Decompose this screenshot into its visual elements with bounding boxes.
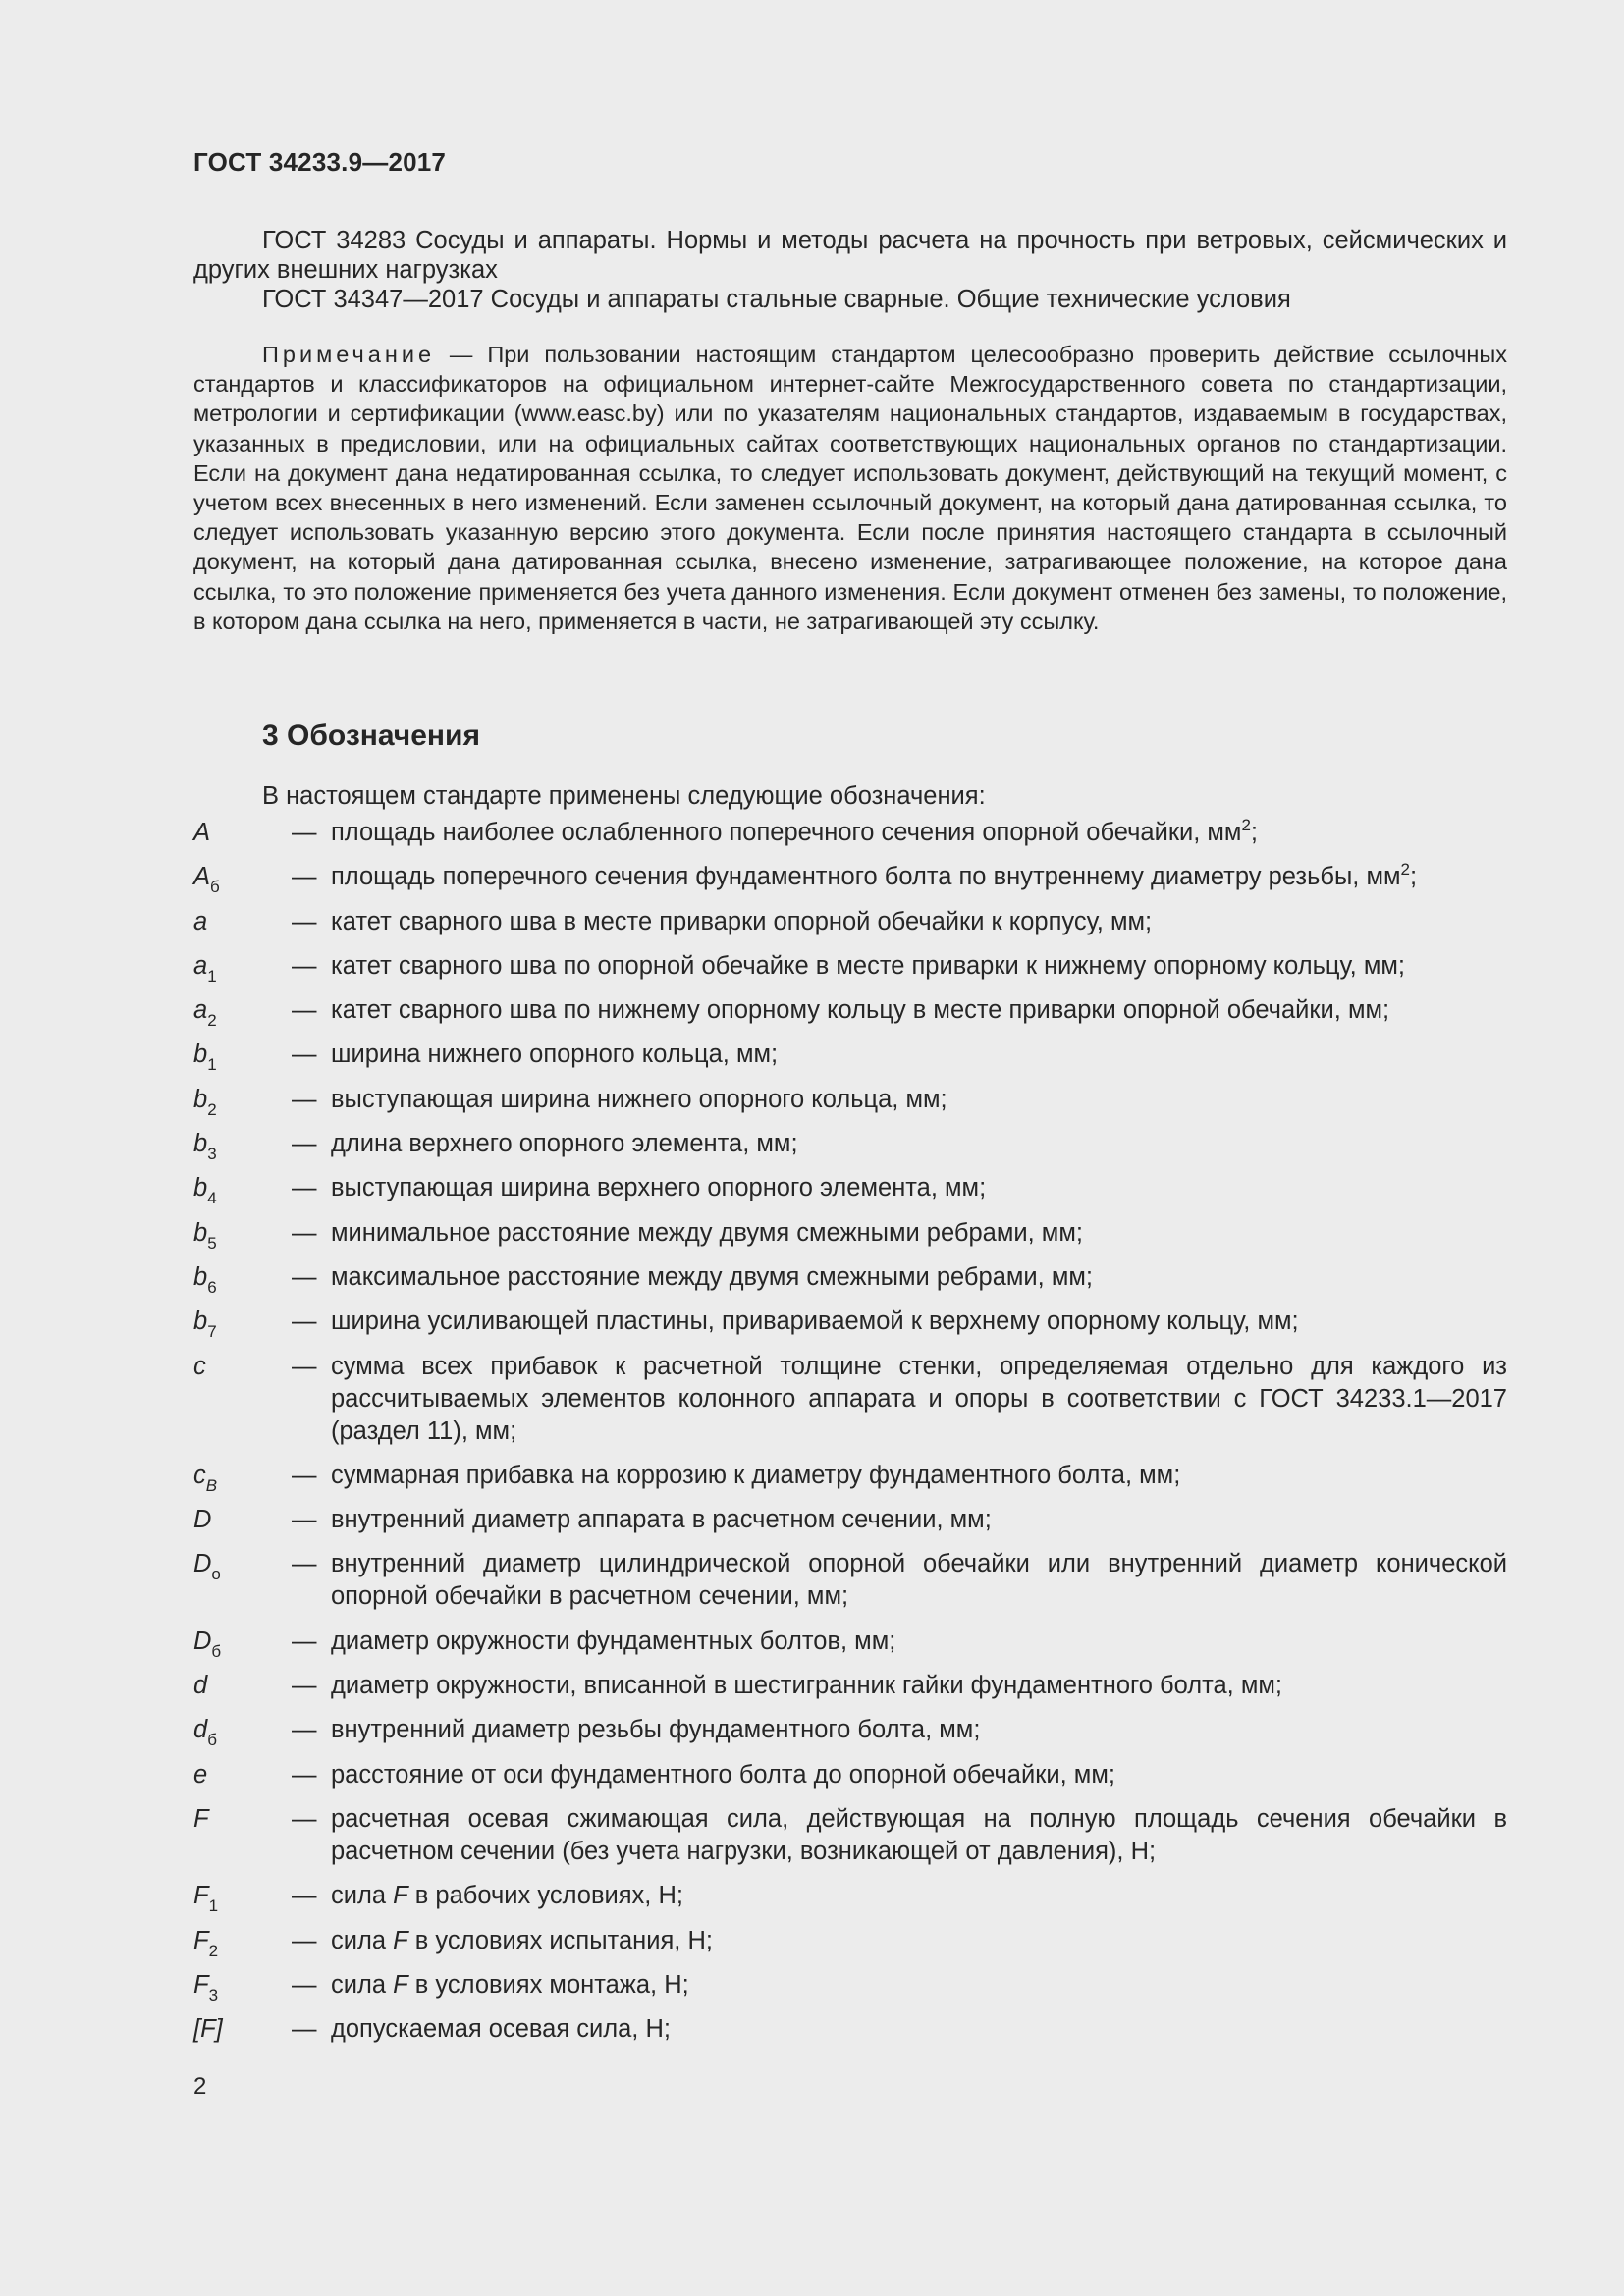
dash: —: [292, 1130, 317, 1158]
symbol: $F_3$: [193, 1970, 219, 2004]
definition-row: [193, 1670, 1507, 1702]
symbol: $d_б$: [193, 1716, 217, 1750]
definition-text: расчетная осевая сжимающая сила, действующая на полную площадь сечения обечайки в расчетном сечении (без учета нагрузки, возникающей от давления), Н;: [331, 1804, 1507, 1865]
section-title: 3 Обозначения: [262, 720, 480, 752]
symbol: $b_2$: [193, 1085, 217, 1119]
definitions-list: [193, 817, 1507, 2057]
dash: —: [292, 1804, 317, 1833]
definition-row: [193, 817, 1507, 849]
definition-text: длина верхнего опорного элемента, мм;: [331, 1130, 798, 1158]
definition-row: [193, 1714, 1507, 1750]
reference-item: ГОСТ 34347—2017 Сосуды и аппараты стальные сварные. Общие технические условия: [262, 286, 1291, 313]
definition-text: катет сварного шва по опорной обечайке в месте приварки к нижнему опорному кольцу, мм;: [331, 951, 1405, 980]
section-intro: В настоящем стандарте применены следующие обозначения:: [262, 782, 986, 810]
dash: —: [292, 996, 317, 1025]
definition-text: сила F в рабочих условиях, Н;: [331, 1882, 683, 1910]
definition-row: [193, 1803, 1507, 1868]
document-code-header: ГОСТ 34233.9—2017: [193, 147, 447, 177]
definition-row: [193, 1759, 1507, 1791]
definition-text: внутренний диаметр цилиндрической опорной обечайки или внутренний диаметр конической опорной обечайки в расчетном сечении, мм;: [331, 1550, 1507, 1611]
dash: —: [292, 1627, 317, 1655]
definition-row: [193, 906, 1507, 938]
definition-row: [193, 1039, 1507, 1075]
dash: —: [292, 819, 317, 846]
symbol: $b_1$: [193, 1041, 217, 1075]
definition-row: [193, 1261, 1507, 1297]
dash: —: [292, 1085, 317, 1113]
symbol: $b_4$: [193, 1174, 217, 1208]
definition-text: площадь наиболее ослабленного поперечного сечения опорной обечайки, $мм^2$;: [331, 816, 1259, 846]
page-number: 2: [193, 2073, 207, 2100]
dash: —: [292, 1760, 317, 1789]
dash: —: [292, 1218, 317, 1247]
definition-row: [193, 994, 1507, 1031]
definition-text: допускаемая осевая сила, Н;: [331, 2015, 671, 2044]
symbol: $A_б$: [193, 863, 220, 897]
dash: —: [292, 1672, 317, 1700]
note-paragraph: [193, 340, 1507, 636]
dash: —: [292, 1970, 317, 1999]
symbol: $b_7$: [193, 1308, 217, 1342]
definition-text: внутренний диаметр резьбы фундаментного болта, мм;: [331, 1716, 981, 1744]
definition-text: площадь поперечного сечения фундаментного болта по внутреннему диаметру резьбы, $мм^2$;: [331, 860, 1418, 891]
symbol: c: [193, 1352, 206, 1380]
symbol: $b_5$: [193, 1218, 217, 1253]
definition-row: [193, 1460, 1507, 1495]
definition-text: суммарная прибавка на коррозию к диаметру фундаментного болта, мм;: [331, 1461, 1181, 1489]
definition-text: сила F в условиях испытания, Н;: [331, 1926, 713, 1954]
symbol: A: [193, 819, 211, 846]
dash: —: [292, 1041, 317, 1069]
definition-row: [193, 1548, 1507, 1613]
symbol: $F_2$: [193, 1926, 219, 1960]
dash: —: [292, 1550, 317, 1578]
symbol: D: [193, 1506, 212, 1534]
dash: —: [292, 863, 317, 891]
note-text: — При пользовании настоящим стандартом целесообразно проверить действие ссылочных стандартов и классификаторов на официальном интернет-сайте Межгосударственного совета по стандартизации, метрологии и сертификации (www.easc.by) или по указателям национальных стандартов, издаваемым в государствах, указанных в предисловии, или на официальных сайтах соответствующих национальных органов по стандартизации. Если на документ дана недатированная ссылка, то следует использовать документ, действующий на текущий момент, с учетом всех внесенных в него изменений. Если заменен ссылочный документ, на который дана датированная ссылка, то следует использовать указанную версию этого документа. Если после принятия настоящего стандарта в ссылочный документ, на который дана датированная ссылка, внесено изменение, затрагивающее положение, на которое дана ссылка, то это положение применяется без учета данного изменения. Если документ отменен без замены, то положение, в котором дана ссылка на него, применяется в части, не затрагивающей эту ссылку.: [193, 342, 1507, 634]
dash: —: [292, 1352, 317, 1380]
symbol: F: [193, 1804, 209, 1833]
symbol: $F_1$: [193, 1882, 219, 1916]
note-label: Примечание: [262, 342, 436, 367]
dash: —: [292, 1716, 317, 1744]
dash: —: [292, 907, 317, 935]
reference-item: ГОСТ 34283 Сосуды и аппараты. Нормы и методы расчета на прочность при ветровых, сейсмических и других внешних нагрузках: [193, 227, 1507, 284]
definition-text: максимальное расстояние между двумя смежными ребрами, мм;: [331, 1262, 1093, 1291]
dash: —: [292, 1262, 317, 1291]
definition-text: катет сварного шва в месте приварки опорной обечайки к корпусу, мм;: [331, 907, 1153, 935]
definition-text: расстояние от оси фундаментного болта до опорной обечайки, мм;: [331, 1760, 1115, 1789]
definition-row: [193, 1969, 1507, 2002]
definition-row: [193, 1172, 1507, 1208]
symbol: $c_B$: [193, 1461, 218, 1495]
dash: —: [292, 2015, 317, 2044]
symbol: $D_б$: [193, 1627, 222, 1661]
definition-text: катет сварного шва по нижнему опорному кольцу в месте приварки опорной обечайки, мм;: [331, 996, 1390, 1025]
definition-text: минимальное расстояние между двумя смежными ребрами, мм;: [331, 1218, 1083, 1247]
definition-row: [193, 1128, 1507, 1164]
definition-text: диаметр окружности, вписанной в шестигранник гайки фундаментного болта, мм;: [331, 1672, 1282, 1700]
symbol: $a_1$: [193, 951, 217, 986]
definition-row: [193, 1925, 1507, 1960]
definition-text: выступающая ширина нижнего опорного кольца, мм;: [331, 1085, 947, 1113]
dash: —: [292, 1926, 317, 1954]
dash: —: [292, 1174, 317, 1202]
dash: —: [292, 951, 317, 980]
dash: —: [292, 1506, 317, 1534]
definition-row: [193, 1084, 1507, 1119]
definition-text: внутренний диаметр аппарата в расчетном сечении, мм;: [331, 1506, 992, 1534]
symbol: d: [193, 1672, 208, 1700]
symbol: $b_3$: [193, 1130, 217, 1164]
symbol: [F]: [193, 2015, 223, 2044]
definition-text: выступающая ширина верхнего опорного элемента, мм;: [331, 1174, 987, 1202]
definition-text: ширина усиливающей пластины, привариваемой к верхнему опорному кольцу, мм;: [331, 1308, 1299, 1336]
definition-text: сила F в условиях монтажа, Н;: [331, 1970, 689, 1999]
definition-row: [193, 1306, 1507, 1342]
definition-row: [193, 1351, 1507, 1448]
symbol: $D_o$: [193, 1550, 221, 1584]
dash: —: [292, 1461, 317, 1489]
definition-row: [193, 950, 1507, 986]
symbol: $a_2$: [193, 996, 217, 1031]
definition-text: диаметр окружности фундаментных болтов, мм;: [331, 1627, 896, 1655]
symbol: e: [193, 1760, 208, 1789]
definition-text: сумма всех прибавок к расчетной толщине стенки, определяемая отдельно для каждого из рассчитываемых элементов колонного аппарата и опоры в соответствии с ГОСТ 34233.1—2017 (раздел 11), мм;: [331, 1352, 1507, 1445]
definition-text: ширина нижнего опорного кольца, мм;: [331, 1041, 779, 1069]
definition-row: [193, 1217, 1507, 1253]
dash: —: [292, 1308, 317, 1336]
symbol: $b_6$: [193, 1262, 217, 1297]
definition-row: [193, 1504, 1507, 1536]
symbol: a: [193, 907, 208, 935]
definition-row: [193, 1880, 1507, 1916]
normative-references: [193, 226, 1507, 314]
dash: —: [292, 1882, 317, 1910]
definition-row: [193, 1626, 1507, 1661]
definition-row: [193, 860, 1507, 897]
definition-row: [193, 2013, 1507, 2046]
